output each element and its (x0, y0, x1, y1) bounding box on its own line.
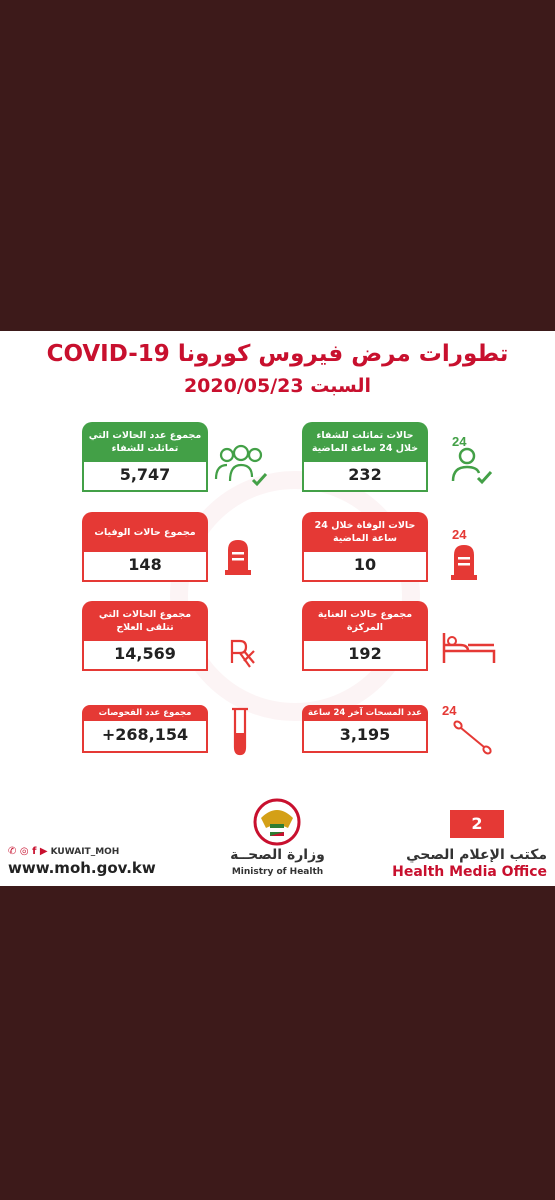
tests-total-label: مجموع عدد الفحوصات (82, 705, 208, 721)
under-treatment-label: مجموع الحالات التي تتلقى العلاج (82, 601, 208, 641)
recovered-group-icon (212, 443, 270, 491)
recovered-total-label: مجموع عدد الحالات التي تماثلت للشفاء (82, 422, 208, 462)
social-icons[interactable]: ✆ ◎ f ▶ (8, 846, 48, 857)
deaths-total-box (82, 512, 208, 582)
kuwait-emblem-icon (248, 798, 306, 850)
deaths-24h-value: 10 (302, 552, 428, 582)
icu-value: 192 (302, 641, 428, 671)
recovered-24h-box (302, 422, 428, 492)
infographic-card (0, 331, 555, 886)
deaths-24h-badge: 24 (452, 527, 467, 542)
recovered-total-value: 5,747 (82, 462, 208, 492)
website-link[interactable]: www.moh.gov.kw (8, 859, 156, 877)
ministry-name-arabic: وزارة الصحــة (230, 847, 325, 863)
under-treatment-value: 14,569 (82, 641, 208, 671)
deaths-24h-box (302, 512, 428, 582)
swabs-24h-value: 3,195 (302, 721, 428, 753)
swabs-24h-badge: 24 (442, 703, 457, 718)
gravestone-icon (444, 527, 494, 586)
ministry-name-english: Ministry of Health (231, 867, 324, 877)
hospital-bed-icon (440, 627, 500, 671)
social-handle: KUWAIT_MOH (50, 847, 120, 857)
recovered-24h-badge: 24 (452, 434, 467, 449)
date-line: السبت 2020/05/23 (183, 375, 372, 397)
recovered-24h-label: حالات تماثلت للشفاء خلال 24 ساعة الماضية (302, 422, 428, 462)
icu-box (302, 601, 428, 671)
health-media-office-english: Health Media Office (392, 864, 547, 880)
deaths-total-value: 148 (82, 552, 208, 582)
swabs-24h-box (302, 679, 428, 749)
swab-icon (440, 703, 500, 763)
page-title: تطورات مرض فيروس كورونا COVID-19 (46, 341, 509, 367)
recovered-24h-value: 232 (302, 462, 428, 492)
icu-label: مجموع حالات العناية المركزة (302, 601, 428, 641)
deaths-24h-label: حالات الوفاة خلال 24 ساعة الماضية (302, 512, 428, 552)
recovered-total-box (82, 422, 208, 492)
gravestone-icon (222, 537, 258, 581)
swabs-24h-label: عدد المسحات آخر 24 ساعة (302, 705, 428, 721)
page-number-badge: 2 (450, 810, 504, 838)
test-tube-icon (228, 707, 252, 761)
health-media-office-arabic: مكتب الإعلام الصحي (406, 847, 547, 863)
recovered-person-icon (440, 426, 500, 490)
deaths-total-label: مجموع حالات الوفيات (82, 512, 208, 552)
under-treatment-box (82, 601, 208, 671)
tests-total-box (82, 679, 208, 749)
tests-total-value: +268,154 (82, 721, 208, 753)
prescription-rx-icon (228, 637, 258, 675)
